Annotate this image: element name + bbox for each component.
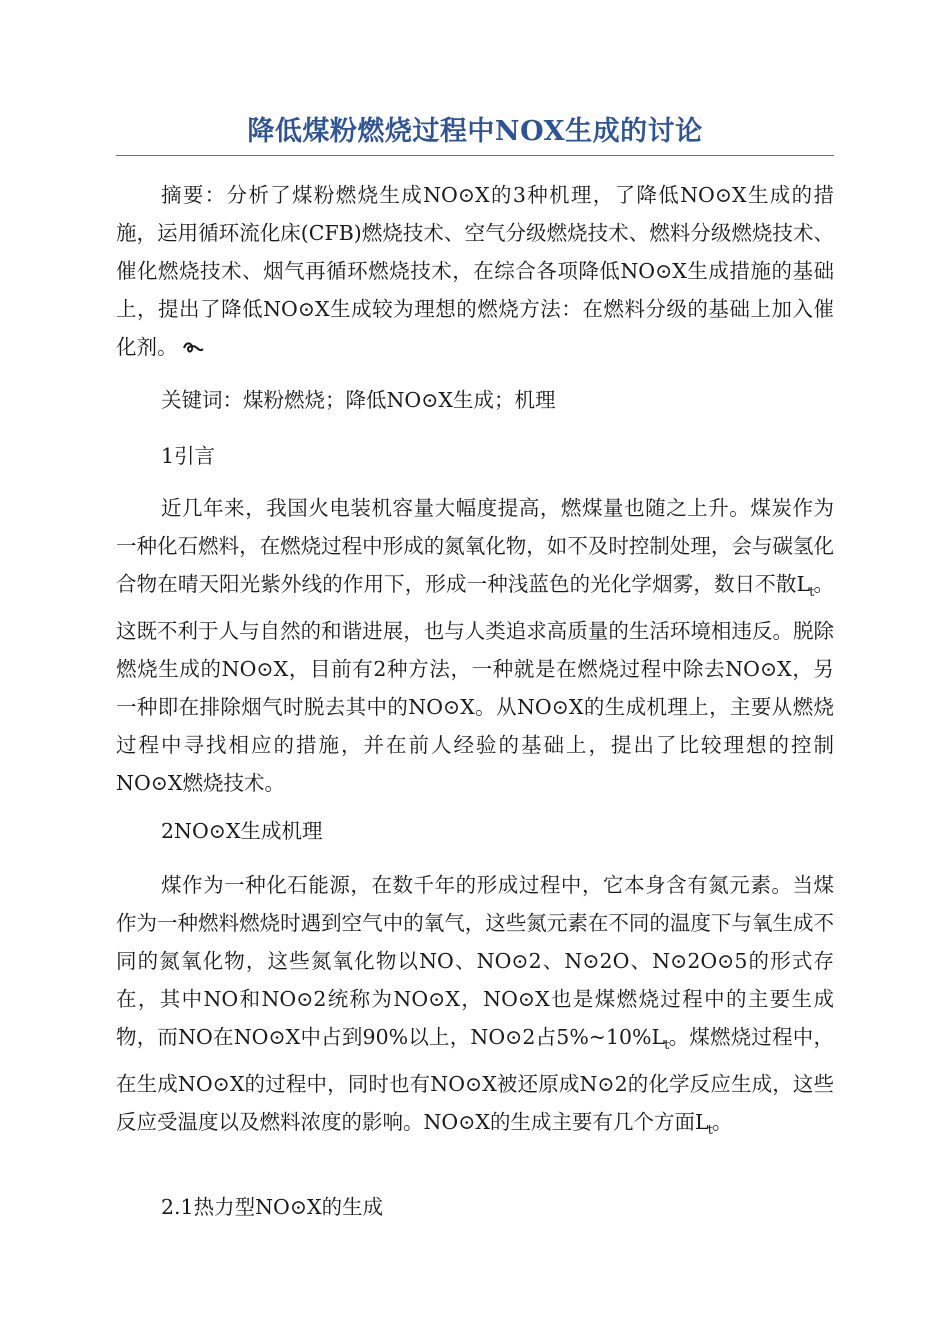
reference-mark [796,572,814,601]
reference-mark-main: L [651,1025,665,1049]
section-2-paragraph [116,866,834,1150]
reference-mark [651,1025,669,1054]
reference-mark [695,1110,712,1139]
section-2-text-c: 。 [711,1110,733,1135]
section-1-paragraph [116,489,834,802]
reference-mark-main: L [796,572,810,596]
section-1-text-b: 。这既不利于人与自然的和谐进展，也与人类追求高质量的生活环境相违反。脱除燃烧生成的NO⊙X，目前有2种方法，一种就是在燃烧过程中除去NO⊙X，另一种即在排除烟气时脱去其中的NO⊙X。从NO⊙X的生成机理上，主要从燃烧过程中寻找相应的措施，并在前人经验的基础上，提出了比较理想的控制NO⊙X燃烧技术。 [116,572,835,796]
subsection-2-1-heading: 2.1热力型NO⊙X的生成 [161,1195,384,1219]
reference-mark-sub: t [707,1123,712,1139]
section-1-heading: 1引言 [161,444,216,468]
keywords-line [116,381,834,419]
title-underline [116,155,834,156]
reference-mark-sub: t [809,585,814,601]
abstract-paragraph [116,176,834,366]
keywords-text: 关键词：煤粉燃烧；降低NO⊙X生成；机理 [161,388,556,412]
curl-symbol-icon [182,340,204,356]
reference-mark-main: L [695,1110,708,1135]
section-2-text-a: 煤作为一种化石能源，在数千年的形成过程中，它本身含有氮元素。当煤作为一种燃料燃烧时遇到空气中的氧气，这些氮元素在不同的温度下与氧生成不同的氮氧化物，这些氮氧化物以NO、NO⊙2、N⊙2O、N⊙2O⊙5的形式存在，其中NO和NO⊙2统称为NO⊙X，NO⊙X也是煤燃烧过程中的主要生成物，而NO在NO⊙X中占到90%以上，NO⊙2占5%~10% [116,873,834,1049]
document-title: 降低煤粉燃烧过程中NOX生成的讨论 [247,116,703,147]
section-1-text-a: 近几年来，我国火电装机容量大幅度提高，燃煤量也随之上升。煤炭作为一种化石燃料，在燃烧过程中形成的氮氧化物，如不及时控制处理，会与碳氢化合物在晴天阳光紫外线的作用下，形成一种浅蓝色的光化学烟雾，数日不散 [116,496,834,596]
abstract-text: 摘要：分析了煤粉燃烧生成NO⊙X的3种机理，了降低NO⊙X生成的措施，运用循环流化床(CFB)燃烧技术、空气分级燃烧技术、燃料分级燃烧技术、催化燃烧技术、烟气再循环燃烧技术，在综合各项降低NO⊙X生成措施的基础上，提出了降低NO⊙X生成较为理想的燃烧方法：在燃料分级的基础上加入催化剂。 [116,183,834,359]
section-2-text-b: 。煤燃烧过程中，在生成NO⊙X的过程中，同时也有NO⊙X被还原成N⊙2的化学反应生成，这些反应受温度以及燃料浓度的影响。NO⊙X的生成主要有几个方面 [116,1025,834,1135]
section-2-heading: 2NO⊙X生成机理 [161,819,323,843]
reference-mark-sub: t [664,1038,669,1054]
